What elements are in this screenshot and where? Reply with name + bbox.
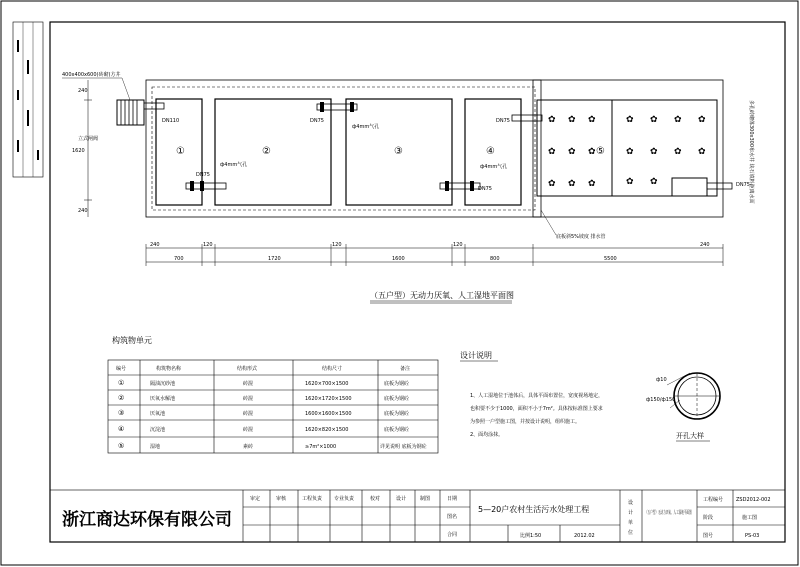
table-row: [118, 442, 427, 450]
pipe-label-3: DN75: [496, 118, 510, 124]
cell: 砖混: [243, 381, 254, 387]
svg-text:✿: ✿: [548, 179, 556, 189]
dim-top-4: 120: [453, 242, 463, 248]
svg-text:✿: ✿: [674, 147, 682, 157]
design-note-line: 2、面均涂抹。: [470, 432, 504, 438]
hole-label-1: ф4mm气孔: [220, 162, 248, 168]
title-block-name-label: 图名: [447, 514, 458, 520]
table-row: [118, 379, 409, 387]
cell: ≥7m²×1000: [305, 444, 337, 450]
dim-bottom-4: 800: [490, 256, 500, 262]
hole-label-2: ф4mm气孔: [352, 124, 380, 130]
cell: 底板为钢砼: [384, 411, 410, 417]
table-row: [118, 394, 409, 402]
cell: 底板为钢砼: [384, 381, 410, 387]
left-strip-marks: [17, 40, 39, 160]
col-header: 结构尺寸: [322, 366, 343, 372]
drawing-no: ZSD2012-002: [736, 497, 771, 503]
structures-table: [108, 360, 438, 453]
svg-text:✿: ✿: [626, 115, 634, 125]
drawing-no-label: 工程编号: [703, 497, 724, 503]
opening-detail: [667, 373, 720, 419]
svg-text:✿: ✿: [650, 177, 658, 187]
stage: 施工图: [742, 515, 758, 521]
svg-text:✿: ✿: [698, 147, 706, 157]
inlet-pipe-label: DN110: [162, 118, 180, 124]
sheet-label: 图号: [703, 533, 714, 539]
title-head: 制图: [420, 496, 431, 502]
valve-label: 立式闸阀: [78, 136, 99, 142]
cell: ①: [118, 379, 125, 387]
svg-text:✿: ✿: [568, 115, 576, 125]
dim-top-5: 240: [700, 242, 710, 248]
col-header: 结构形式: [237, 366, 258, 372]
dim-left-mid: 1620: [72, 148, 85, 154]
title-head: 专业负责: [334, 496, 355, 502]
table-row: [118, 409, 409, 417]
design-note-line: 为参照一户型施工图，并按设计说明，组织施工。: [470, 419, 581, 425]
pipe-label-2: DN75: [310, 118, 324, 124]
svg-text:✿: ✿: [588, 147, 596, 157]
chamber-1-label: ①: [176, 146, 185, 157]
detail-pipe-dim: ф150/ф150: [646, 397, 676, 403]
svg-text:✿: ✿: [548, 115, 556, 125]
side-label: 设: [628, 500, 634, 506]
dim-bottom-2: 1720: [268, 256, 281, 262]
title-head: 审核: [276, 496, 287, 502]
table-row: [118, 425, 409, 433]
svg-text:✿: ✿: [650, 115, 658, 125]
title-block-date-label: 日期: [447, 496, 458, 502]
cell: 底板为钢砼: [384, 427, 410, 433]
dim-bottom-1: 700: [174, 256, 184, 262]
sheet-no: PS-03: [745, 533, 760, 539]
cell: 底板为钢砼: [384, 396, 410, 402]
drawing-name: （五户型）无动力厌氧、人工湿地平面图: [645, 508, 692, 516]
outer-frame: [1, 1, 798, 565]
project-name: 5—20户农村生活污水处理工程: [478, 505, 590, 514]
dim-bottom-3: 1600: [392, 256, 405, 262]
title-head: 审定: [250, 496, 261, 502]
cell: 厌氧池: [150, 411, 166, 417]
design-note-line: 也积要不少于1000，面积不小于7m²。具体按标准图上要求: [470, 406, 603, 412]
dim-top-1: 240: [150, 242, 160, 248]
cell: ②: [118, 394, 125, 402]
plan-title: （五户型）无动力厌氧、人工湿地平面图: [370, 291, 514, 300]
cell: 厌氧水解池: [150, 396, 176, 402]
chamber-4-label: ④: [486, 146, 495, 157]
stage-label: 阶段: [703, 515, 714, 521]
dim-bottom-5: 5500: [604, 256, 617, 262]
svg-text:✿: ✿: [698, 115, 706, 125]
cell: 1600×1600×1500: [305, 411, 352, 417]
table-header-row: [116, 365, 410, 372]
right-note: 多孔砖砌体300x300布水井 块石填料距离水面: [748, 100, 754, 204]
dim-left-top: 240: [78, 88, 88, 94]
chamber-3-label: ③: [394, 146, 403, 157]
pipe-label-4: DN75: [478, 186, 492, 192]
cell: ④: [118, 425, 125, 433]
plan-view: [84, 80, 732, 266]
cell: ⑤: [118, 442, 125, 450]
cell: 1620×1720×1500: [305, 396, 352, 402]
detail-hole-dim: ф10: [656, 377, 667, 383]
pipe-label-1: DN75: [196, 172, 210, 178]
cell: 砖混: [243, 396, 254, 402]
col-header: 构筑物名称: [156, 366, 182, 372]
chamber-2-label: ②: [262, 146, 271, 157]
chamber-5-label: ⑤: [596, 146, 605, 157]
cell: 详见说明 底板为钢砼: [380, 444, 427, 450]
cell: 素砖: [243, 444, 254, 450]
design-note-line: 1、人工湿地位于池体后，具体平面布置位，宽度视场地定，: [470, 393, 604, 399]
cell: 隔油沉砂池: [150, 381, 176, 387]
cell: ③: [118, 409, 125, 417]
svg-text:✿: ✿: [568, 147, 576, 157]
svg-text:✿: ✿: [588, 115, 596, 125]
side-label: 位: [628, 530, 634, 536]
col-header: 备注: [400, 366, 411, 372]
svg-text:✿: ✿: [568, 179, 576, 189]
dim-top-2: 120: [203, 242, 213, 248]
svg-text:✿: ✿: [626, 177, 634, 187]
company-name: 浙江商达环保有限公司: [62, 510, 232, 530]
drain-note: 底板斜5%坡度 排水管: [556, 234, 606, 240]
svg-text:✿: ✿: [674, 115, 682, 125]
col-header: 编号: [116, 366, 127, 372]
side-label: 计: [628, 510, 634, 516]
scale: 比例1:50: [520, 533, 542, 539]
cell: 1620×820×1500: [305, 427, 349, 433]
title-head: 校对: [370, 496, 381, 502]
cell: 砖混: [243, 411, 254, 417]
title-head: 设计: [396, 496, 407, 502]
date: 2012.02: [574, 533, 595, 539]
svg-text:✿: ✿: [588, 179, 596, 189]
cell: 1620×700×1500: [305, 381, 349, 387]
cell: 沉淀池: [150, 427, 166, 433]
dim-top-3: 120: [332, 242, 342, 248]
side-label: 单: [628, 520, 634, 526]
svg-text:✿: ✿: [650, 147, 658, 157]
dim-left-bottom: 240: [78, 208, 88, 214]
pipe-label-5: DN75: [736, 182, 750, 188]
svg-text:✿: ✿: [626, 147, 634, 157]
hole-label-3: ф4mm气孔: [480, 164, 508, 170]
svg-text:✿: ✿: [548, 147, 556, 157]
title-head: 工程负责: [302, 496, 323, 502]
inlet-box-label: 400x400x600(砖砌)方井: [62, 72, 121, 78]
title-block-contract-label: 合同: [447, 532, 458, 538]
structures-title: 构筑物单元: [112, 336, 152, 345]
design-notes-title: 设计说明: [460, 351, 492, 360]
detail-title: 开孔大样: [676, 432, 704, 440]
cell: 砖混: [243, 427, 254, 433]
cell: 湿地: [150, 444, 161, 450]
